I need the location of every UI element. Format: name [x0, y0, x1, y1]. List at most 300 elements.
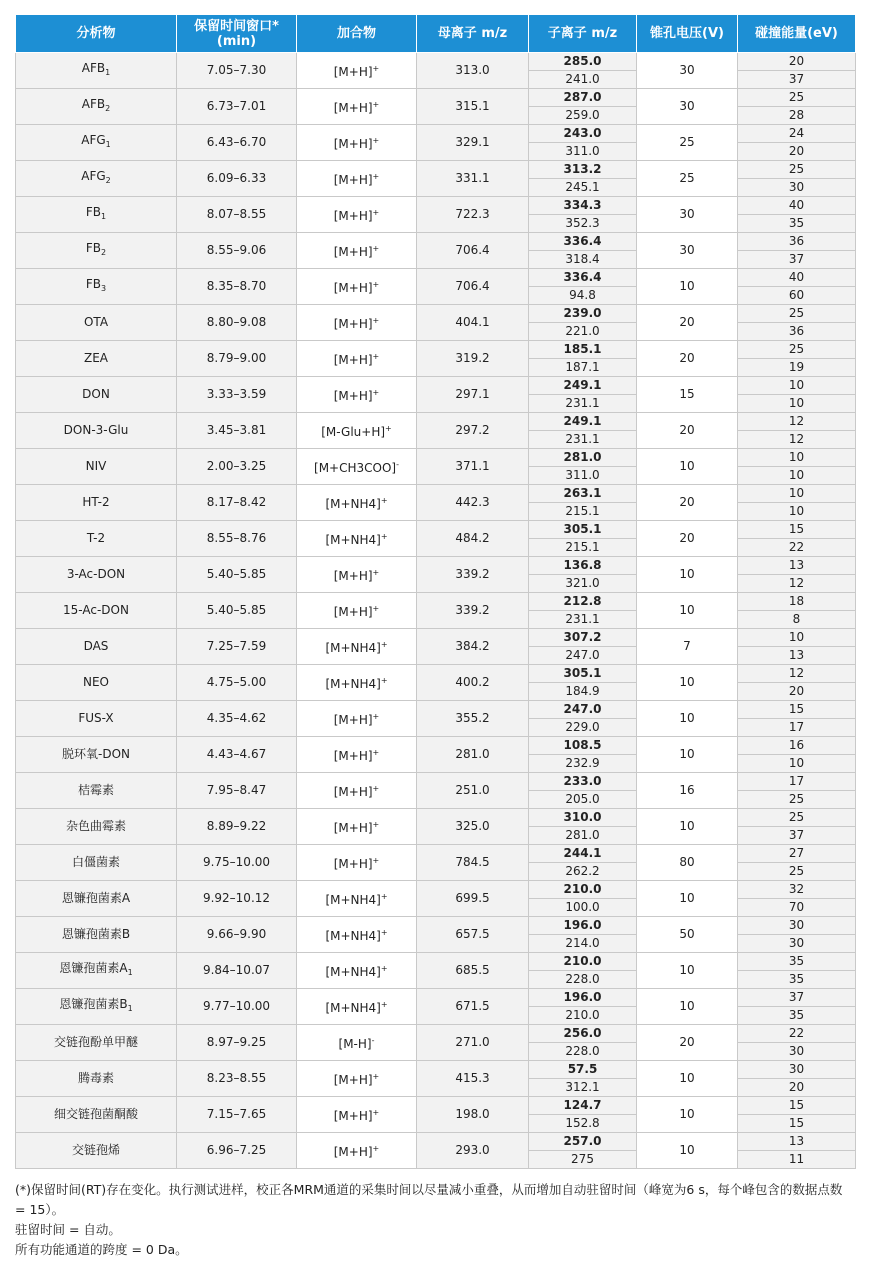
parent-ion-cell: 339.2: [417, 557, 529, 593]
analyte-subscript: 2: [105, 176, 111, 185]
collision-energy-quant-cell: 27: [738, 845, 856, 863]
adduct-cell: [297, 1061, 417, 1097]
collision-energy-quant-cell: 10: [738, 449, 856, 467]
parent-ion-cell: 281.0: [417, 737, 529, 773]
collision-energy-quant-cell: 20: [738, 53, 856, 71]
collision-energy-qual-cell: 20: [738, 683, 856, 701]
analyte-cell: [16, 521, 177, 557]
analyte-cell: [16, 557, 177, 593]
adduct-cell: [297, 341, 417, 377]
cone-voltage-cell: 10: [637, 1097, 738, 1133]
table-row: [16, 377, 856, 395]
parent-ion-cell: 404.1: [417, 305, 529, 341]
quantifier-ion-cell: 196.0: [529, 989, 637, 1007]
cone-voltage-cell: 10: [637, 1133, 738, 1169]
analyte-name: 桔霉素: [77, 783, 114, 797]
qualifier-ion-cell: 205.0: [529, 791, 637, 809]
analyte-name: 3-Ac-DON: [66, 567, 126, 581]
table-row: [16, 305, 856, 323]
table-row: [16, 701, 856, 719]
collision-energy-qual-cell: 28: [738, 107, 856, 125]
cone-voltage-cell: 10: [637, 593, 738, 629]
adduct-cell: [297, 629, 417, 665]
retention-window-cell: 8.89–9.22: [177, 809, 297, 845]
collision-energy-qual-cell: 35: [738, 215, 856, 233]
analyte-cell: [16, 629, 177, 665]
retention-window-cell: 6.73–7.01: [177, 89, 297, 125]
table-row: [16, 125, 856, 143]
adduct-charge: +: [372, 712, 380, 721]
table-body: [16, 53, 856, 1169]
collision-energy-qual-cell: 20: [738, 143, 856, 161]
collision-energy-quant-cell: 37: [738, 989, 856, 1007]
parent-ion-cell: 706.4: [417, 269, 529, 305]
table-row: [16, 233, 856, 251]
collision-energy-qual-cell: 30: [738, 179, 856, 197]
qualifier-ion-cell: 210.0: [529, 1007, 637, 1025]
table-row: [16, 197, 856, 215]
retention-window-cell: 4.75–5.00: [177, 665, 297, 701]
analyte-name: NIV: [85, 459, 107, 473]
parent-ion-cell: 400.2: [417, 665, 529, 701]
cone-voltage-cell: 10: [637, 557, 738, 593]
retention-window-cell: 9.92–10.12: [177, 881, 297, 917]
collision-energy-quant-cell: 40: [738, 269, 856, 287]
table-row: [16, 1061, 856, 1079]
collision-energy-quant-cell: 16: [738, 737, 856, 755]
analyte-cell: [16, 737, 177, 773]
parent-ion-cell: 384.2: [417, 629, 529, 665]
cone-voltage-cell: 10: [637, 1061, 738, 1097]
adduct-formula: [M+NH4]: [325, 641, 381, 655]
adduct-charge: +: [372, 316, 380, 325]
collision-energy-qual-cell: 60: [738, 287, 856, 305]
adduct-formula: [M+H]: [333, 353, 373, 367]
qualifier-ion-cell: 259.0: [529, 107, 637, 125]
table-header-row: [16, 15, 856, 53]
table-row: [16, 989, 856, 1007]
table-row: [16, 557, 856, 575]
qualifier-ion-cell: 231.1: [529, 611, 637, 629]
quantifier-ion-cell: 263.1: [529, 485, 637, 503]
analyte-cell: [16, 1097, 177, 1133]
cone-voltage-cell: 15: [637, 377, 738, 413]
adduct-formula: [M+H]: [333, 1145, 373, 1159]
analyte-cell: [16, 701, 177, 737]
parent-ion-cell: 293.0: [417, 1133, 529, 1169]
quantifier-ion-cell: 243.0: [529, 125, 637, 143]
table-row: [16, 881, 856, 899]
analyte-cell: [16, 449, 177, 485]
qualifier-ion-cell: 152.8: [529, 1115, 637, 1133]
retention-window-cell: 6.09–6.33: [177, 161, 297, 197]
quantifier-ion-cell: 305.1: [529, 521, 637, 539]
analyte-subscript: 1: [101, 212, 107, 221]
adduct-cell: [297, 881, 417, 917]
quantifier-ion-cell: 257.0: [529, 1133, 637, 1151]
adduct-formula: [M+H]: [333, 209, 373, 223]
header-analyte: 分析物: [16, 15, 177, 53]
quantifier-ion-cell: 244.1: [529, 845, 637, 863]
qualifier-ion-cell: 321.0: [529, 575, 637, 593]
adduct-charge: +: [385, 424, 392, 433]
adduct-cell: [297, 845, 417, 881]
quantifier-ion-cell: 108.5: [529, 737, 637, 755]
quantifier-ion-cell: 249.1: [529, 377, 637, 395]
adduct-charge: -: [371, 1036, 375, 1045]
qualifier-ion-cell: 275: [529, 1151, 637, 1169]
quantifier-ion-cell: 136.8: [529, 557, 637, 575]
quantifier-ion-cell: 287.0: [529, 89, 637, 107]
collision-energy-quant-cell: 15: [738, 521, 856, 539]
analyte-cell: [16, 881, 177, 917]
collision-energy-qual-cell: 37: [738, 71, 856, 89]
qualifier-ion-cell: 215.1: [529, 539, 637, 557]
analyte-name: 交链孢烯: [71, 1143, 120, 1157]
adduct-cell: [297, 161, 417, 197]
collision-energy-qual-cell: 10: [738, 503, 856, 521]
collision-energy-quant-cell: 15: [738, 1097, 856, 1115]
qualifier-ion-cell: 231.1: [529, 431, 637, 449]
collision-energy-quant-cell: 24: [738, 125, 856, 143]
analyte-name: 杂色曲霉素: [65, 819, 126, 833]
adduct-cell: [297, 305, 417, 341]
table-row: [16, 485, 856, 503]
adduct-formula: [M+H]: [333, 821, 373, 835]
cone-voltage-cell: 30: [637, 89, 738, 125]
collision-energy-quant-cell: 22: [738, 1025, 856, 1043]
adduct-cell: [297, 197, 417, 233]
adduct-cell: [297, 1097, 417, 1133]
parent-ion-cell: 325.0: [417, 809, 529, 845]
collision-energy-quant-cell: 13: [738, 557, 856, 575]
analyte-name: 白僵菌素: [71, 855, 120, 869]
retention-window-cell: 9.77–10.00: [177, 989, 297, 1025]
quantifier-ion-cell: 281.0: [529, 449, 637, 467]
quantifier-ion-cell: 247.0: [529, 701, 637, 719]
parent-ion-cell: 271.0: [417, 1025, 529, 1061]
cone-voltage-cell: 7: [637, 629, 738, 665]
qualifier-ion-cell: 184.9: [529, 683, 637, 701]
collision-energy-qual-cell: 70: [738, 899, 856, 917]
cone-voltage-cell: 10: [637, 809, 738, 845]
parent-ion-cell: 699.5: [417, 881, 529, 917]
collision-energy-qual-cell: 10: [738, 467, 856, 485]
cone-voltage-cell: 16: [637, 773, 738, 809]
cone-voltage-cell: 20: [637, 341, 738, 377]
parent-ion-cell: 198.0: [417, 1097, 529, 1133]
analyte-cell: [16, 1025, 177, 1061]
adduct-charge: +: [372, 1108, 380, 1117]
parent-ion-cell: 657.5: [417, 917, 529, 953]
retention-window-cell: 3.45–3.81: [177, 413, 297, 449]
table-row: [16, 593, 856, 611]
cone-voltage-cell: 10: [637, 665, 738, 701]
analyte-name: T-2: [86, 531, 106, 545]
qualifier-ion-cell: 318.4: [529, 251, 637, 269]
qualifier-ion-cell: 311.0: [529, 143, 637, 161]
collision-energy-quant-cell: 30: [738, 1061, 856, 1079]
collision-energy-quant-cell: 10: [738, 485, 856, 503]
adduct-charge: +: [372, 604, 380, 613]
retention-window-cell: 6.43–6.70: [177, 125, 297, 161]
adduct-charge: +: [380, 532, 388, 541]
collision-energy-quant-cell: 13: [738, 1133, 856, 1151]
analyte-subscript: 1: [105, 68, 111, 77]
analyte-name: AFG: [81, 169, 106, 183]
adduct-formula: [M+H]: [333, 245, 373, 259]
adduct-formula: [M+H]: [333, 857, 373, 871]
qualifier-ion-cell: 262.2: [529, 863, 637, 881]
collision-energy-quant-cell: 40: [738, 197, 856, 215]
qualifier-ion-cell: 228.0: [529, 971, 637, 989]
analyte-name: HT-2: [82, 495, 110, 509]
adduct-cell: [297, 269, 417, 305]
adduct-cell: [297, 125, 417, 161]
footnote-retention-time: (*)保留时间(RT)存在变化。执行测试进样，校正各MRM通道的采集时间以尽量减小重叠，从而增加自动驻留时间（峰宽为6 s，每个峰包含的数据点数 = 15）。: [15, 1182, 843, 1217]
analyte-name: AFB: [81, 97, 106, 111]
cone-voltage-cell: 20: [637, 1025, 738, 1061]
quantifier-ion-cell: 305.1: [529, 665, 637, 683]
table-row: [16, 665, 856, 683]
analyte-cell: [16, 1061, 177, 1097]
qualifier-ion-cell: 100.0: [529, 899, 637, 917]
collision-energy-qual-cell: 19: [738, 359, 856, 377]
adduct-charge: +: [372, 172, 380, 181]
quantifier-ion-cell: 310.0: [529, 809, 637, 827]
collision-energy-quant-cell: 25: [738, 341, 856, 359]
cone-voltage-cell: 30: [637, 197, 738, 233]
retention-window-cell: 4.35–4.62: [177, 701, 297, 737]
analyte-cell: [16, 809, 177, 845]
analyte-name: DAS: [83, 639, 109, 653]
quantifier-ion-cell: 307.2: [529, 629, 637, 647]
analyte-name: OTA: [83, 315, 109, 329]
qualifier-ion-cell: 215.1: [529, 503, 637, 521]
adduct-charge: +: [372, 244, 380, 253]
adduct-charge: +: [380, 892, 388, 901]
collision-energy-quant-cell: 17: [738, 773, 856, 791]
table-row: [16, 449, 856, 467]
analyte-cell: [16, 305, 177, 341]
quantifier-ion-cell: 336.4: [529, 233, 637, 251]
parent-ion-cell: 315.1: [417, 89, 529, 125]
collision-energy-quant-cell: 25: [738, 305, 856, 323]
table-row: [16, 629, 856, 647]
adduct-cell: [297, 53, 417, 89]
collision-energy-qual-cell: 13: [738, 647, 856, 665]
qualifier-ion-cell: 352.3: [529, 215, 637, 233]
cone-voltage-cell: 50: [637, 917, 738, 953]
collision-energy-qual-cell: 30: [738, 935, 856, 953]
adduct-formula: [M+CH3COO]: [314, 461, 397, 475]
table-row: [16, 521, 856, 539]
analyte-cell: [16, 665, 177, 701]
qualifier-ion-cell: 247.0: [529, 647, 637, 665]
header-collision-energy: 碰撞能量(eV): [738, 15, 856, 53]
analyte-subscript: 3: [101, 284, 107, 293]
retention-window-cell: 5.40–5.85: [177, 593, 297, 629]
collision-energy-qual-cell: 11: [738, 1151, 856, 1169]
adduct-cell: [297, 233, 417, 269]
adduct-formula: [M+H]: [333, 101, 373, 115]
collision-energy-qual-cell: 17: [738, 719, 856, 737]
parent-ion-cell: 355.2: [417, 701, 529, 737]
analyte-name: FB: [85, 205, 102, 219]
adduct-cell: [297, 413, 417, 449]
adduct-formula: [M+H]: [333, 65, 373, 79]
qualifier-ion-cell: 312.1: [529, 1079, 637, 1097]
qualifier-ion-cell: 221.0: [529, 323, 637, 341]
adduct-formula: [M+H]: [333, 389, 373, 403]
adduct-charge: +: [372, 64, 380, 73]
adduct-formula: [M+NH4]: [325, 677, 381, 691]
parent-ion-cell: 297.2: [417, 413, 529, 449]
qualifier-ion-cell: 94.8: [529, 287, 637, 305]
adduct-charge: +: [372, 136, 380, 145]
adduct-formula: [M-H]: [338, 1037, 372, 1051]
adduct-formula: [M+NH4]: [325, 929, 381, 943]
retention-window-cell: 3.33–3.59: [177, 377, 297, 413]
analyte-cell: [16, 953, 177, 989]
quantifier-ion-cell: 124.7: [529, 1097, 637, 1115]
analyte-name: NEO: [82, 675, 109, 689]
table-row: [16, 1025, 856, 1043]
header-adduct: 加合物: [297, 15, 417, 53]
parent-ion-cell: 297.1: [417, 377, 529, 413]
adduct-formula: [M+NH4]: [325, 497, 381, 511]
parent-ion-cell: 339.2: [417, 593, 529, 629]
cone-voltage-cell: 80: [637, 845, 738, 881]
adduct-charge: +: [372, 280, 380, 289]
header-daughter-ion: 子离子 m/z: [529, 15, 637, 53]
analyte-cell: [16, 989, 177, 1025]
parent-ion-cell: 722.3: [417, 197, 529, 233]
retention-window-cell: 2.00–3.25: [177, 449, 297, 485]
retention-window-cell: 8.17–8.42: [177, 485, 297, 521]
qualifier-ion-cell: 231.1: [529, 395, 637, 413]
collision-energy-quant-cell: 15: [738, 701, 856, 719]
collision-energy-qual-cell: 35: [738, 1007, 856, 1025]
parent-ion-cell: 685.5: [417, 953, 529, 989]
adduct-formula: [M+NH4]: [325, 1001, 381, 1015]
table-row: [16, 809, 856, 827]
analyte-subscript: 1: [127, 1004, 133, 1013]
parent-ion-cell: 671.5: [417, 989, 529, 1025]
adduct-formula: [M+H]: [333, 605, 373, 619]
adduct-cell: [297, 953, 417, 989]
quantifier-ion-cell: 196.0: [529, 917, 637, 935]
adduct-formula: [M+H]: [333, 317, 373, 331]
analyte-name: 腾毒素: [77, 1071, 114, 1085]
adduct-charge: +: [372, 820, 380, 829]
retention-window-cell: 4.43–4.67: [177, 737, 297, 773]
adduct-charge: +: [372, 784, 380, 793]
quantifier-ion-cell: 233.0: [529, 773, 637, 791]
retention-window-cell: 8.07–8.55: [177, 197, 297, 233]
collision-energy-quant-cell: 12: [738, 665, 856, 683]
footnote-span: 所有功能通道的跨度 = 0 Da。: [15, 1242, 188, 1257]
adduct-formula: [M+NH4]: [325, 533, 381, 547]
collision-energy-quant-cell: 25: [738, 161, 856, 179]
adduct-charge: +: [372, 1144, 380, 1153]
adduct-formula: [M+NH4]: [325, 965, 381, 979]
analyte-cell: [16, 53, 177, 89]
analyte-subscript: 2: [105, 104, 111, 113]
parent-ion-cell: 484.2: [417, 521, 529, 557]
collision-energy-quant-cell: 32: [738, 881, 856, 899]
adduct-formula: [M+NH4]: [325, 893, 381, 907]
qualifier-ion-cell: 229.0: [529, 719, 637, 737]
cone-voltage-cell: 25: [637, 125, 738, 161]
adduct-cell: [297, 593, 417, 629]
adduct-cell: [297, 665, 417, 701]
cone-voltage-cell: 20: [637, 521, 738, 557]
cone-voltage-cell: 10: [637, 737, 738, 773]
analyte-cell: [16, 377, 177, 413]
footnote-dwell-time: 驻留时间 = 自动。: [15, 1222, 121, 1237]
parent-ion-cell: 251.0: [417, 773, 529, 809]
qualifier-ion-cell: 228.0: [529, 1043, 637, 1061]
adduct-formula: [M+H]: [333, 137, 373, 151]
retention-window-cell: 7.15–7.65: [177, 1097, 297, 1133]
analyte-name: DON-3-Glu: [63, 423, 129, 437]
adduct-charge: +: [372, 568, 380, 577]
quantifier-ion-cell: 57.5: [529, 1061, 637, 1079]
analyte-cell: [16, 233, 177, 269]
adduct-charge: +: [380, 496, 388, 505]
analyte-name: 恩镰孢菌素A: [59, 961, 128, 975]
retention-window-cell: 6.96–7.25: [177, 1133, 297, 1169]
adduct-charge: +: [372, 100, 380, 109]
qualifier-ion-cell: 232.9: [529, 755, 637, 773]
adduct-formula: [M+H]: [333, 1109, 373, 1123]
adduct-cell: [297, 701, 417, 737]
table-row: [16, 845, 856, 863]
cone-voltage-cell: 20: [637, 413, 738, 449]
analyte-name: 恩镰孢菌素B: [59, 997, 128, 1011]
collision-energy-quant-cell: 36: [738, 233, 856, 251]
adduct-formula: [M+H]: [333, 281, 373, 295]
analyte-name: FUS-X: [78, 711, 114, 725]
collision-energy-qual-cell: 12: [738, 431, 856, 449]
analyte-name: 细交链孢菌酮酸: [53, 1107, 138, 1121]
retention-window-cell: 8.23–8.55: [177, 1061, 297, 1097]
collision-energy-qual-cell: 25: [738, 863, 856, 881]
adduct-charge: +: [380, 928, 388, 937]
quantifier-ion-cell: 212.8: [529, 593, 637, 611]
adduct-cell: [297, 1025, 417, 1061]
analyte-cell: [16, 845, 177, 881]
collision-energy-quant-cell: 30: [738, 917, 856, 935]
collision-energy-qual-cell: 10: [738, 755, 856, 773]
table-row: [16, 269, 856, 287]
analyte-cell: [16, 917, 177, 953]
cone-voltage-cell: 30: [637, 233, 738, 269]
quantifier-ion-cell: 210.0: [529, 953, 637, 971]
collision-energy-qual-cell: 37: [738, 827, 856, 845]
parent-ion-cell: 415.3: [417, 1061, 529, 1097]
adduct-cell: [297, 737, 417, 773]
adduct-cell: [297, 773, 417, 809]
parent-ion-cell: 442.3: [417, 485, 529, 521]
quantifier-ion-cell: 285.0: [529, 53, 637, 71]
table-row: [16, 737, 856, 755]
qualifier-ion-cell: 311.0: [529, 467, 637, 485]
adduct-charge: +: [380, 676, 388, 685]
analyte-name: AFB: [81, 61, 106, 75]
parent-ion-cell: 319.2: [417, 341, 529, 377]
